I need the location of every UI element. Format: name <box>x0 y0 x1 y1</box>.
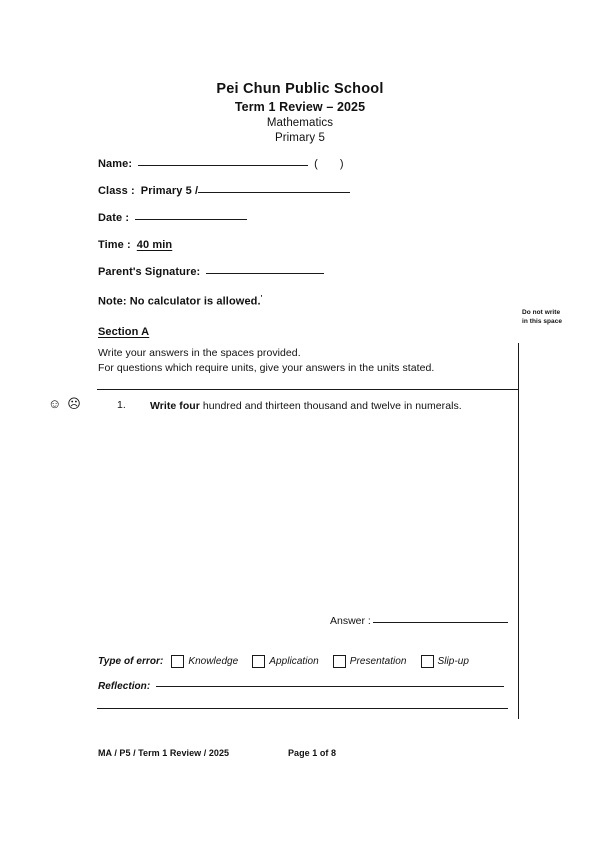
error-type-row <box>98 655 469 668</box>
question-text-rest: hundred and thirteen thousand and twelve in numerals. <box>199 400 462 412</box>
label-slip-up: Slip-up <box>437 656 469 667</box>
subject-name: Mathematics <box>266 116 334 129</box>
time-allowed-value: 40 min <box>136 239 173 251</box>
checkbox-slip-up[interactable] <box>421 655 434 668</box>
paper-header <box>0 80 600 146</box>
margin-vertical-rule <box>518 343 519 719</box>
parent-signature-field-row <box>98 266 518 278</box>
margin-note-line-1: Do not write <box>522 309 561 316</box>
answer-label: Answer : <box>330 615 371 627</box>
error-option-slip-up[interactable] <box>421 655 469 668</box>
label-application: Application <box>269 656 319 667</box>
class-input-line[interactable] <box>198 192 350 193</box>
time-field-row <box>98 239 518 251</box>
date-field-row <box>98 212 518 224</box>
name-input-line[interactable] <box>138 165 308 166</box>
section-a-instructions <box>98 346 434 376</box>
reflection-label: Reflection: <box>98 681 151 692</box>
margin-note-line-2: in this space <box>522 317 563 325</box>
class-label: Class : <box>98 185 135 197</box>
answer-row <box>330 615 508 627</box>
margin-note <box>522 309 592 327</box>
reflection-row <box>98 681 504 692</box>
question-text <box>150 399 500 414</box>
parent-signature-label: Parent's Signature: <box>98 266 201 278</box>
name-field-row <box>98 158 518 170</box>
instruction-line-2: For questions which require units, give your answers in the units stated. <box>98 362 435 375</box>
reflection-input-line-1[interactable] <box>156 686 504 687</box>
footer-paper-code: MA / P5 / Term 1 Review / 2025 <box>98 748 230 758</box>
time-label: Time : <box>98 239 131 251</box>
section-a-heading: Section A <box>98 326 150 338</box>
checkbox-knowledge[interactable] <box>171 655 184 668</box>
label-presentation: Presentation <box>349 656 407 667</box>
school-name: Pei Chun Public School <box>216 81 384 97</box>
instruction-line-1: Write your answers in the spaces provided. <box>98 347 301 359</box>
self-assessment-faces <box>48 397 87 410</box>
error-option-presentation[interactable] <box>333 655 407 668</box>
name-label: Name: <box>98 158 133 170</box>
checkbox-presentation[interactable] <box>333 655 346 668</box>
smiley-face-icon[interactable]: ☺ <box>48 396 68 411</box>
checkbox-application[interactable] <box>252 655 265 668</box>
question-number: 1. <box>117 399 126 411</box>
class-field-row <box>98 185 518 197</box>
error-type-label: Type of error: <box>98 656 164 667</box>
student-details-form <box>98 158 518 293</box>
date-label: Date : <box>98 212 130 224</box>
answer-input-line[interactable] <box>373 622 508 623</box>
reflection-input-line-2[interactable] <box>97 708 508 709</box>
note-marker: ' <box>260 295 263 302</box>
frowning-face-icon[interactable]: ☹ <box>67 396 87 411</box>
parent-signature-input-line[interactable] <box>206 273 324 274</box>
section-divider-rule <box>97 389 518 390</box>
question-text-emphasis: Write four <box>150 400 200 412</box>
calculator-note-text: Note: No calculator is allowed. <box>98 295 261 308</box>
paper-title: Term 1 Review – 2025 <box>234 100 366 115</box>
error-option-application[interactable] <box>252 655 318 668</box>
calculator-note <box>98 295 262 308</box>
label-knowledge: Knowledge <box>188 656 239 667</box>
class-preset-value: Primary 5 / <box>140 185 199 197</box>
error-option-knowledge[interactable] <box>171 655 238 668</box>
paren-open: ( <box>314 158 318 170</box>
name-index-parens <box>314 158 344 170</box>
level-name: Primary 5 <box>274 131 326 144</box>
paren-close: ) <box>339 158 344 170</box>
date-input-line[interactable] <box>135 219 247 220</box>
footer-page-number: Page 1 of 8 <box>288 748 337 758</box>
